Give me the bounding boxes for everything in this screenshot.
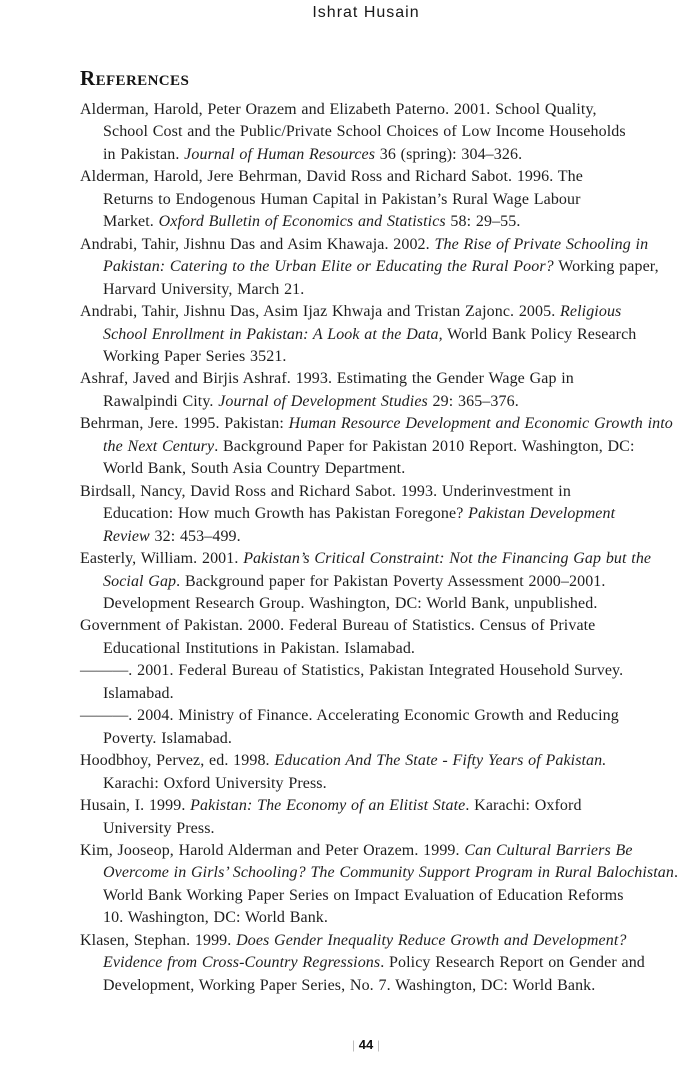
reference-entry (80, 301, 670, 368)
reference-entry (80, 99, 670, 166)
footer-page-number: 44 (358, 1037, 374, 1052)
reference-entry (80, 705, 670, 750)
reference-line: Review 32: 453–499. (103, 527, 241, 545)
reference-line: Andrabi, Tahir, Jishnu Das, Asim Ijaz Khwaja and Tristan Zajonc. 2005. Religious (80, 303, 622, 321)
reference-line: Development, Working Paper Series, No. 7. Washington, DC: World Bank. (103, 976, 596, 994)
reference-line: World Bank, South Asia Country Department. (103, 460, 406, 478)
reference-line: Harvard University, March 21. (103, 280, 305, 298)
reference-line: Overcome in Girls’ Schooling? The Community Support Program in Rural Balochistan. (103, 864, 679, 882)
reference-line: ———. 2001. Federal Bureau of Statistics, Pakistan Integrated Household Survey. (80, 662, 624, 680)
reference-line: Poverty. Islamabad. (103, 729, 232, 747)
reference-line: Klasen, Stephan. 1999. Does Gender Inequality Reduce Growth and Development? (80, 931, 627, 949)
reference-line: Market. Oxford Bulletin of Economics and Statistics 58: 29–55. (103, 213, 521, 231)
reference-entry (80, 481, 670, 548)
reference-line: University Press. (103, 819, 215, 837)
running-header: Ishrat Husain (312, 4, 420, 21)
reference-line: Easterly, William. 2001. Pakistan’s Critical Constraint: Not the Financing Gap but the (80, 550, 652, 568)
reference-line: Husain, I. 1999. Pakistan: The Economy of an Elitist State. Karachi: Oxford (80, 797, 582, 815)
reference-line: Birdsall, Nancy, David Ross and Richard Sabot. 1993. Underinvestment in (80, 482, 571, 500)
reference-line: Alderman, Harold, Jere Behrman, David Ross and Richard Sabot. 1996. The (80, 168, 583, 186)
reference-entry (80, 368, 670, 413)
reference-line: Ashraf, Javed and Birjis Ashraf. 1993. Estimating the Gender Wage Gap in (80, 370, 574, 388)
page-content (80, 66, 679, 997)
reference-line: World Bank Working Paper Series on Impact Evaluation of Education Reforms (103, 886, 624, 904)
reference-line: Alderman, Harold, Peter Orazem and Elizabeth Paterno. 2001. School Quality, (80, 101, 597, 118)
reference-line: Islamabad. (103, 684, 174, 702)
reference-line: Behrman, Jere. 1995. Pakistan: Human Resource Development and Economic Growth into (80, 415, 673, 433)
reference-entry (80, 750, 670, 795)
reference-line: School Cost and the Public/Private School Choices of Low Income Households (103, 123, 626, 141)
reference-entry (80, 615, 670, 660)
reference-line: ———. 2004. Ministry of Finance. Accelerating Economic Growth and Reducing (80, 707, 619, 725)
reference-line: Karachi: Oxford University Press. (103, 774, 327, 792)
references-list (80, 99, 679, 997)
reference-line: Education: How much Growth has Pakistan Foregone? Pakistan Development (103, 505, 616, 523)
reference-entry (80, 548, 670, 615)
reference-line: Hoodbhoy, Pervez, ed. 1998. Education And The State - Fifty Years of Pakistan. (80, 752, 607, 770)
reference-line: Andrabi, Tahir, Jishnu Das and Asim Khawaja. 2002. The Rise of Private Schooling in (80, 235, 649, 253)
reference-line: Evidence from Cross-Country Regressions. Policy Research Report on Gender and (103, 954, 645, 972)
section-title: References (80, 66, 190, 90)
reference-line: Rawalpindi City. Journal of Development Studies 29: 365–376. (103, 392, 519, 410)
reference-line: the Next Century. Background Paper for Pakistan 2010 Report. Washington, DC: (103, 437, 635, 455)
reference-entry (80, 413, 673, 480)
footer-separator-left: | (352, 1037, 355, 1052)
reference-line: Working Paper Series 3521. (103, 347, 287, 365)
reference-line: Development Research Group. Washington, DC: World Bank, unpublished. (103, 594, 598, 612)
reference-entry (80, 840, 679, 930)
page-footer (80, 1037, 652, 1053)
reference-line: Pakistan: Catering to the Urban Elite or Educating the Rural Poor? Working paper, (103, 258, 659, 276)
reference-entry (80, 795, 670, 840)
reference-entry (80, 166, 670, 233)
reference-entry (80, 234, 670, 301)
reference-entry (80, 930, 670, 997)
reference-line: 10. Washington, DC: World Bank. (103, 909, 328, 927)
reference-line: Returns to Endogenous Human Capital in Pakistan’s Rural Wage Labour (103, 190, 581, 208)
reference-line: Government of Pakistan. 2000. Federal Bureau of Statistics. Census of Private (80, 617, 596, 635)
footer-separator-right: | (377, 1037, 380, 1052)
reference-line: School Enrollment in Pakistan: A Look at the Data, World Bank Policy Research (103, 325, 637, 343)
reference-line: in Pakistan. Journal of Human Resources 36 (spring): 304–326. (103, 145, 523, 163)
reference-line: Educational Institutions in Pakistan. Islamabad. (103, 639, 416, 657)
reference-line: Kim, Jooseop, Harold Alderman and Peter Orazem. 1999. Can Cultural Barriers Be (80, 841, 633, 859)
reference-entry (80, 660, 670, 705)
reference-line: Social Gap. Background paper for Pakistan Poverty Assessment 2000–2001. (103, 572, 606, 590)
